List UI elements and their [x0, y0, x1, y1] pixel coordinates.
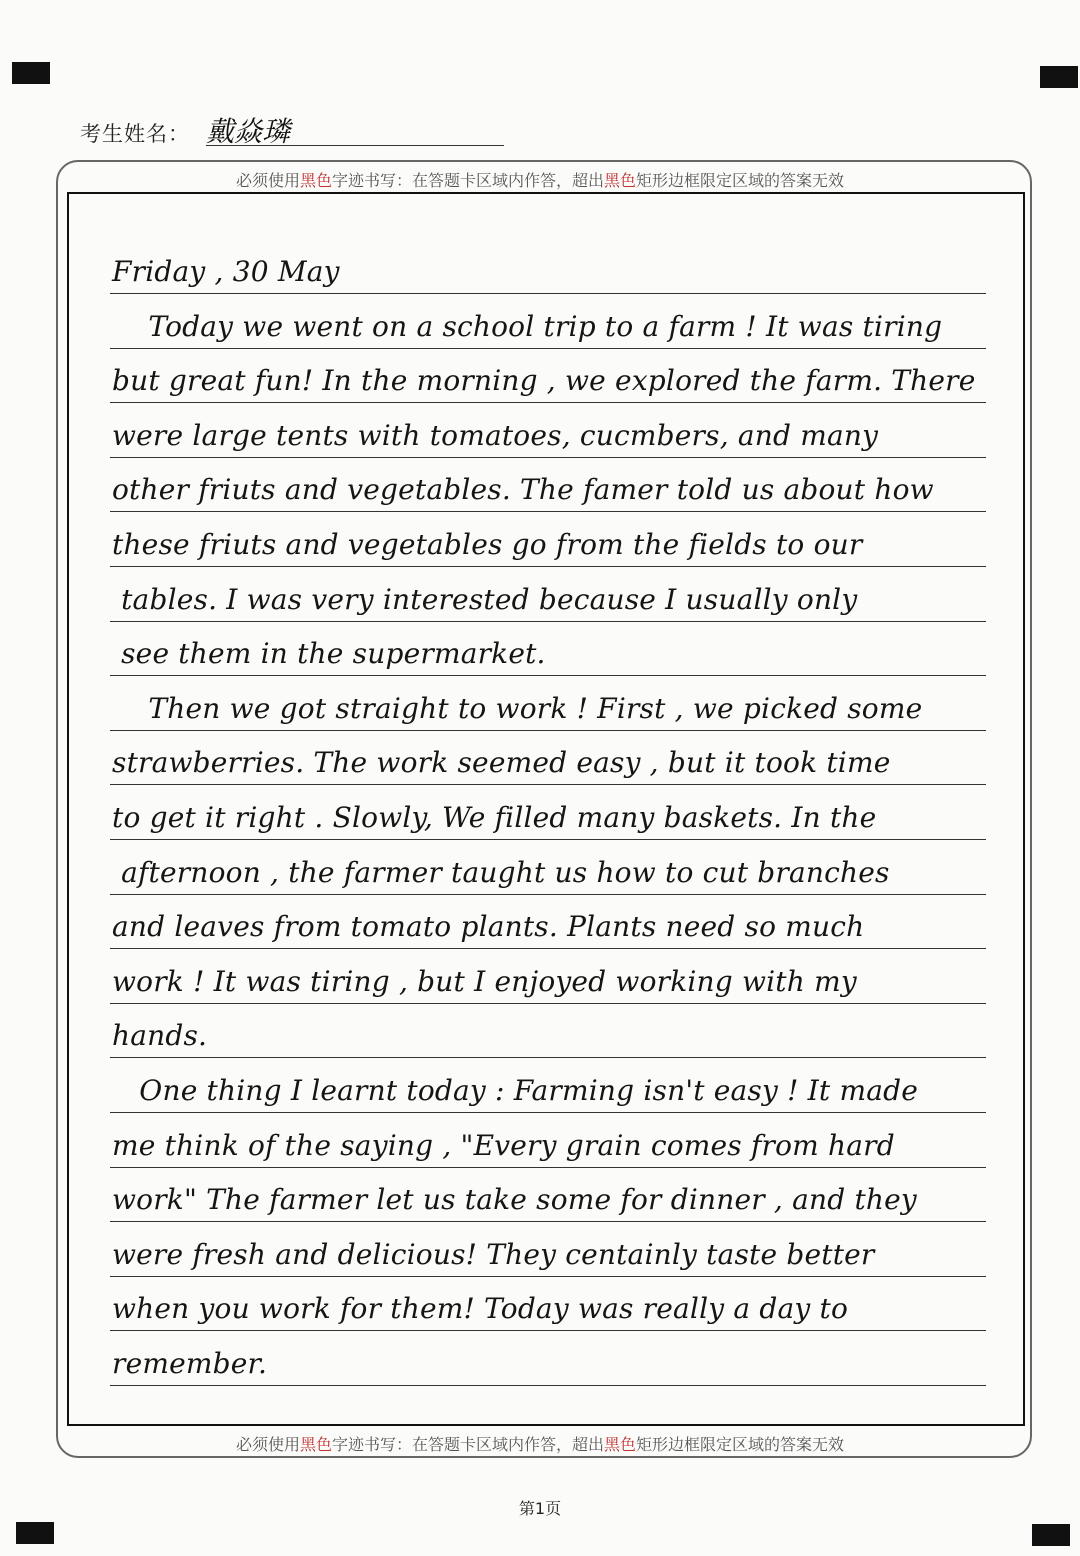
ruled-line	[110, 730, 986, 731]
essay-line: these friuts and vegetables go from the fields to our	[112, 528, 863, 561]
ruled-line	[110, 675, 986, 676]
ruled-line	[110, 511, 986, 512]
ruled-line	[110, 1057, 986, 1058]
essay-line: Friday , 30 May	[112, 255, 340, 288]
essay-line: afternoon , the farmer taught us how to cut branches	[112, 855, 890, 889]
essay-line: work ! It was tiring , but I enjoyed working with my	[112, 964, 857, 998]
registration-mark-bottom-left	[16, 1522, 54, 1544]
answer-notice-top	[0, 168, 1080, 191]
registration-mark-bottom-right	[1032, 1524, 1070, 1546]
essay-line: One thing I learnt today : Farming isn't easy ! It made	[112, 1074, 919, 1107]
essay-line: strawberries. The work seemed easy , but it took time	[112, 746, 891, 780]
ruled-line	[110, 566, 986, 567]
notice-red-text: 黑色	[299, 1435, 332, 1454]
ruled-line	[110, 402, 986, 403]
examinee-name-label: 考生姓名：	[80, 122, 190, 146]
essay-line: were fresh and delicious! They centainly taste better	[112, 1237, 875, 1271]
essay-line: Today we went on a school trip to a farm ! It was tiring	[112, 309, 943, 343]
ruled-line	[110, 1112, 986, 1113]
ruled-line	[110, 1003, 986, 1004]
ruled-line	[110, 839, 986, 840]
essay-line: see them in the supermarket.	[112, 637, 546, 671]
notice-text: 矩形边框限定区域的答案无效	[636, 1435, 845, 1454]
examinee-name-value: 戴焱璘	[206, 115, 291, 148]
essay-line: when you work for them! Today was really a day to	[112, 1292, 848, 1326]
notice-text: 字迹书写：在答题卡区域内作答，超出	[331, 1435, 604, 1454]
notice-red-text: 黑色	[604, 171, 637, 190]
essay-line: to get it right . Slowly, We filled many baskets. In the	[112, 801, 877, 834]
answer-notice-bottom	[0, 1432, 1080, 1455]
page-number: 第1页	[518, 1499, 562, 1518]
essay-line: hands.	[112, 1019, 208, 1053]
ruled-line	[110, 1276, 986, 1277]
name-underline	[206, 145, 504, 146]
ruled-line	[110, 1167, 986, 1168]
notice-red-text: 黑色	[604, 1435, 637, 1454]
notice-text: 必须使用	[235, 171, 300, 190]
essay-line: but great fun! In the morning , we explored the farm. There	[112, 364, 976, 398]
examinee-name-row	[80, 108, 440, 148]
ruled-line	[110, 1330, 986, 1331]
essay-line: work" The farmer let us take some for dinner , and they	[112, 1183, 917, 1217]
notice-text: 必须使用	[235, 1435, 300, 1454]
registration-mark-top-left	[12, 62, 50, 84]
ruled-line	[110, 784, 986, 785]
ruled-line	[110, 621, 986, 622]
registration-mark-top-right	[1040, 66, 1078, 88]
notice-text: 字迹书写：在答题卡区域内作答，超出	[331, 171, 604, 190]
essay-line: other friuts and vegetables. The famer told us about how	[112, 473, 934, 507]
ruled-line	[110, 1221, 986, 1222]
ruled-line	[110, 457, 986, 458]
notice-red-text: 黑色	[299, 171, 332, 190]
notice-text: 矩形边框限定区域的答案无效	[636, 171, 845, 190]
ruled-line	[110, 348, 986, 349]
essay-line: remember.	[112, 1347, 268, 1380]
essay-line: and leaves from tomato plants. Plants need so much	[112, 910, 865, 944]
essay-line: tables. I was very interested because I usually only	[112, 582, 858, 616]
ruled-line	[110, 293, 986, 294]
ruled-line	[110, 1385, 986, 1386]
ruled-line	[110, 894, 986, 895]
essay-line: Then we got straight to work ! First , we picked some	[112, 691, 923, 725]
essay-line: me think of the saying , "Every grain comes from hard	[112, 1128, 895, 1162]
essay-line: were large tents with tomatoes, cucmbers, and many	[112, 418, 879, 452]
ruled-line	[110, 948, 986, 949]
